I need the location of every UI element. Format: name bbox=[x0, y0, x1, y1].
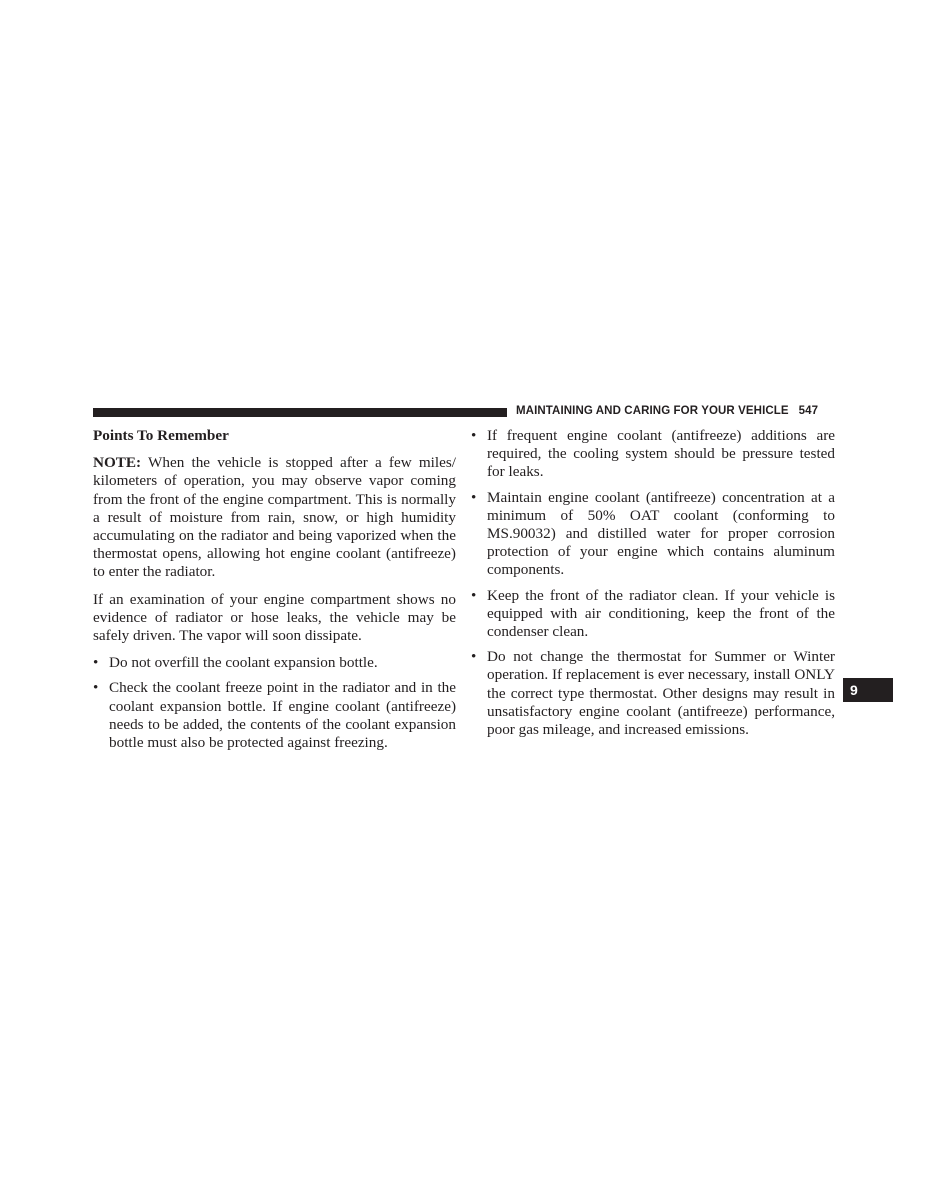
page-number: 547 bbox=[798, 405, 819, 417]
body-paragraph: If an examination of your engine compartment shows no evidence of radiator or hose leaks, the vehicle may be safely driven. The vapor will soon dissipate. bbox=[93, 590, 456, 645]
list-item bbox=[471, 648, 835, 739]
list-item bbox=[93, 654, 456, 672]
note-text: When the vehicle is stopped after a few miles/ kilometers of operation, you may observe vapor coming from the front of the engine compartment. This is normally a result of moisture from rain, snow, or high humidity accumulating on the radiator and being vaporized when the thermostat opens, allowing hot engine coolant (antifreeze) to enter the radiator. bbox=[93, 454, 456, 581]
list-item-text: Keep the front of the radiator clean. If your vehicle is equipped with air conditioning, keep the front of the condenser clean. bbox=[487, 586, 835, 641]
chapter-tab bbox=[843, 678, 893, 702]
list-item-text: Do not change the thermostat for Summer or Winter operation. If replacement is ever necessary, install ONLY the correct type thermostat. Other designs may result in unsatisfactory engine coolant (antifreeze) performance, poor gas mileage, and increased emissions. bbox=[487, 648, 835, 739]
list-item-text: If frequent engine coolant (antifreeze) additions are required, the cooling system should be pressure tested for leaks. bbox=[487, 427, 835, 481]
bullet-icon: • bbox=[93, 654, 99, 672]
list-item-text: Do not overfill the coolant expansion bottle. bbox=[109, 654, 378, 672]
bullet-icon: • bbox=[471, 488, 477, 506]
bullet-icon: • bbox=[471, 427, 477, 444]
section-heading: Points To Remember bbox=[93, 427, 229, 444]
bullet-icon: • bbox=[471, 586, 477, 604]
list-item bbox=[471, 587, 835, 642]
note-paragraph bbox=[93, 454, 456, 581]
bullet-icon: • bbox=[471, 648, 477, 666]
note-label: NOTE: bbox=[93, 454, 142, 472]
header-rule bbox=[93, 408, 507, 417]
right-column bbox=[471, 427, 835, 746]
list-item-text: Check the coolant freeze point in the radiator and in the coolant expansion bottle. If engine coolant (antifreeze) needs to be added, the contents of the coolant expansion bottle must also be protected against freezing. bbox=[109, 679, 456, 752]
left-bullet-list bbox=[93, 654, 456, 752]
section-title: MAINTAINING AND CARING FOR YOUR VEHICLE bbox=[516, 405, 789, 417]
left-column bbox=[93, 427, 456, 759]
right-bullet-list bbox=[471, 427, 835, 739]
list-item-text: Maintain engine coolant (antifreeze) concentration at a minimum of 50% OAT coolant (conforming to MS.90032) and distilled water for proper corrosion protection of your engine which contains aluminum components. bbox=[487, 488, 835, 579]
list-item bbox=[471, 427, 835, 482]
list-item bbox=[471, 489, 835, 580]
bullet-icon: • bbox=[93, 679, 99, 697]
list-item bbox=[93, 679, 456, 752]
running-header bbox=[516, 405, 836, 417]
chapter-number: 9 bbox=[850, 682, 858, 698]
